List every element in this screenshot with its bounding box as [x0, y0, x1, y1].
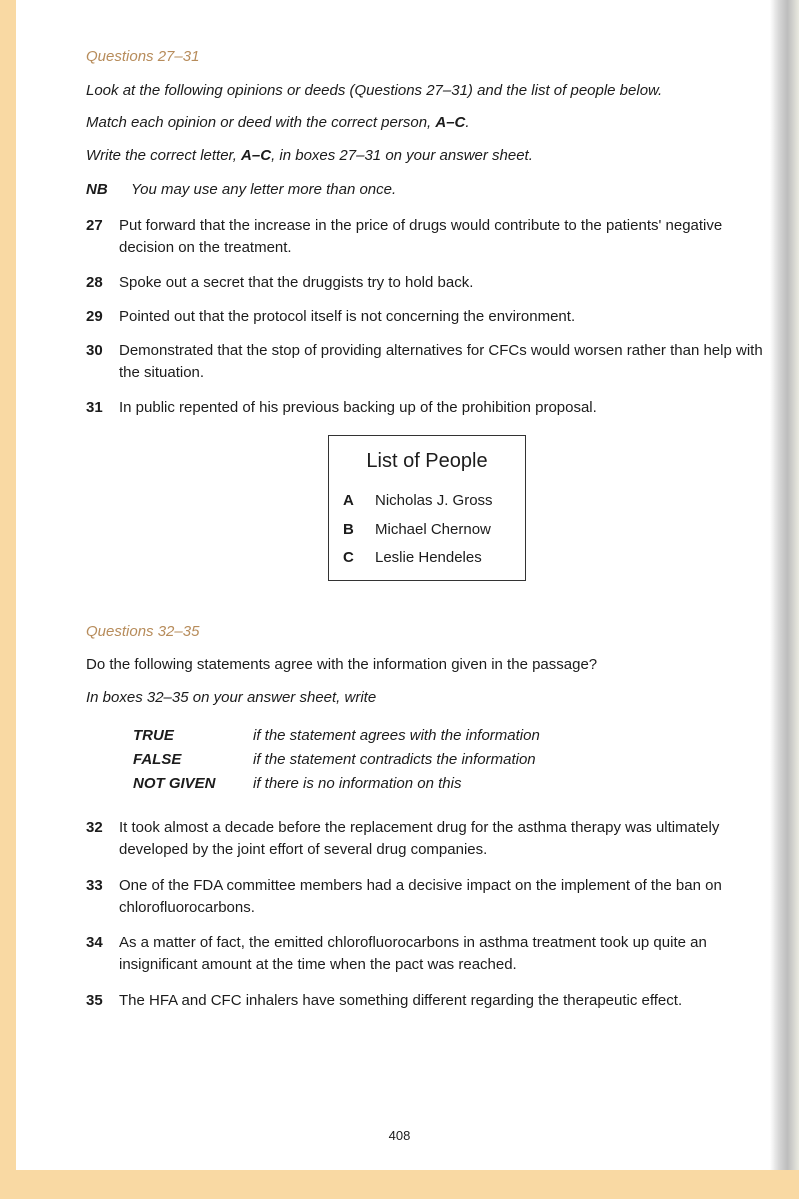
option-row: TRUE if the statement agrees with the information — [133, 727, 540, 744]
section-heading: Questions 32–35 — [86, 623, 200, 640]
question: 27 Put forward that the increase in the price of drugs would contribute to the patients' negative decision on the treatment. — [86, 217, 723, 256]
question: 32 It took almost a decade before the replacement drug for the asthma therapy was ultimately developed by the joint effort of several drug companies. — [86, 819, 720, 858]
question: 35 The HFA and CFC inhalers have something different regarding the therapeutic effect. — [86, 992, 683, 1009]
page-number: 408 — [388, 1128, 411, 1143]
question: 31 In public repented of his previous backing up of the prohibition proposal. — [86, 399, 597, 416]
person-row: C Leslie Hendeles — [343, 549, 482, 566]
instruction: Write the correct letter, A–C, in boxes 27–31 on your answer sheet. — [86, 147, 533, 164]
instruction: Match each opinion or deed with the correct person, A–C. — [86, 114, 470, 131]
list-of-people-box — [328, 435, 526, 581]
question: 28 Spoke out a secret that the druggists try to hold back. — [86, 274, 474, 291]
question: 29 Pointed out that the protocol itself is not concerning the environment. — [86, 308, 576, 325]
instruction: Look at the following opinions or deeds (Questions 27–31) and the list of people below. — [86, 82, 663, 99]
instruction: In boxes 32–35 on your answer sheet, write — [86, 689, 377, 706]
instruction: Do the following statements agree with the information given in the passage? — [86, 656, 598, 673]
person-row: A Nicholas J. Gross — [343, 492, 493, 509]
section-heading: Questions 27–31 — [86, 48, 200, 65]
question: 30 Demonstrated that the stop of providing alternatives for CFCs would worsen rather than help with the situation. — [86, 342, 763, 381]
question: 33 One of the FDA committee members had a decisive impact on the implement of the ban on chlorofluorocarbons. — [86, 877, 722, 916]
option-row: NOT GIVEN if there is no information on this — [133, 775, 462, 792]
box-title: List of People — [366, 450, 488, 472]
nb-note: NB You may use any letter more than once. — [86, 181, 397, 198]
person-row: B Michael Chernow — [343, 521, 491, 538]
option-row: FALSE if the statement contradicts the information — [133, 751, 536, 768]
question: 34 As a matter of fact, the emitted chlorofluorocarbons in asthma treatment took up quite an insignificant amount at the time when the pact was reached. — [86, 934, 707, 973]
